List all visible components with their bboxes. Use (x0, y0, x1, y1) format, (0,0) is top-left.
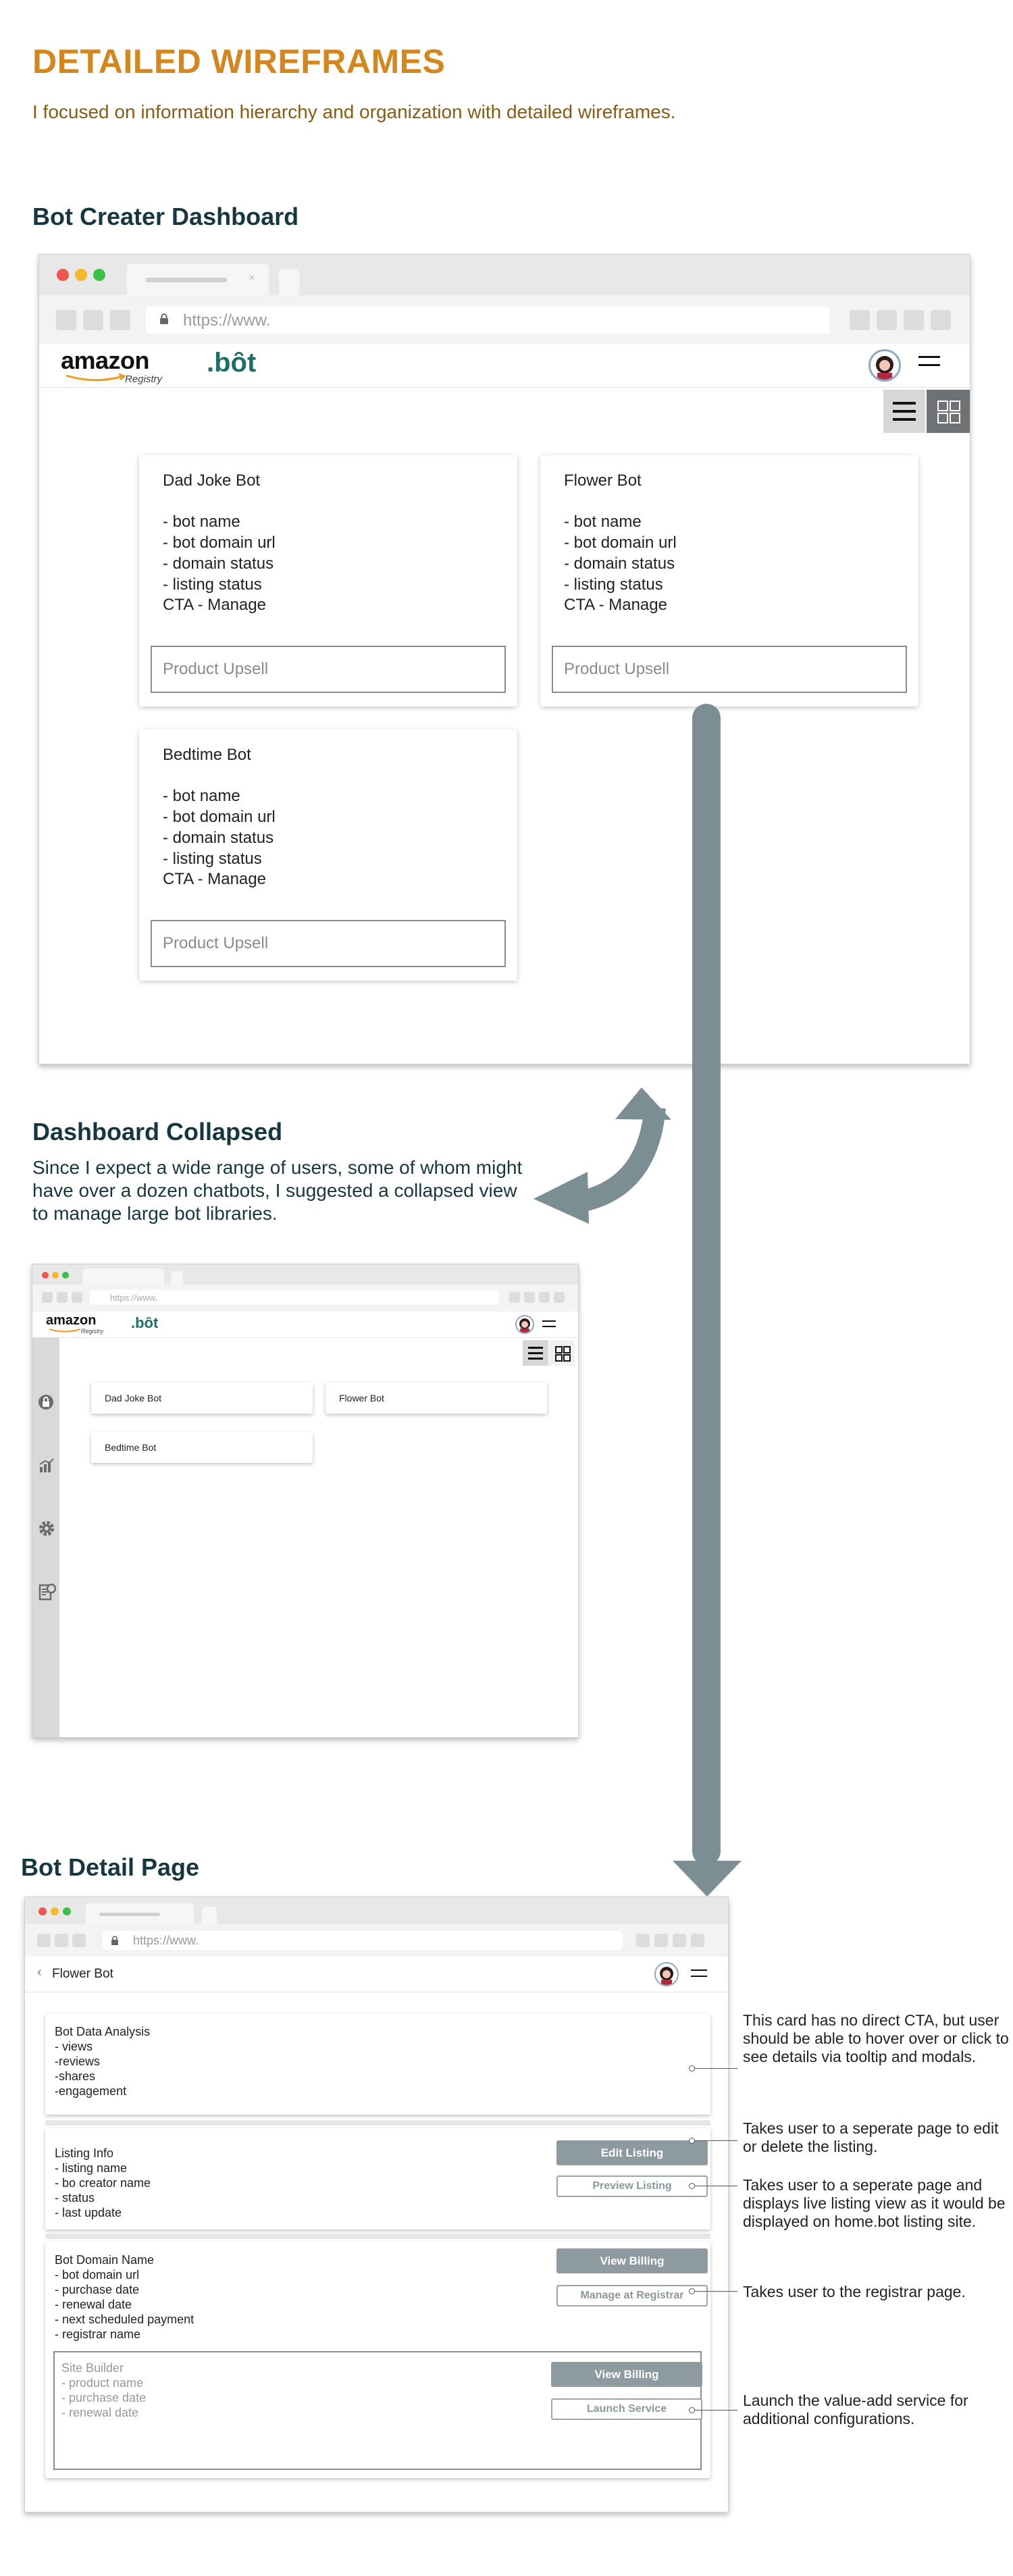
bot-name: Dad Joke Bot (105, 1393, 162, 1403)
close-window-icon[interactable] (38, 1907, 47, 1915)
annotation-leader (692, 2140, 737, 2141)
lock-icon (111, 1936, 119, 1944)
avatar[interactable] (654, 1962, 679, 1986)
bot-card-title: Dad Joke Bot (163, 471, 261, 490)
maximize-window-icon[interactable] (63, 1907, 71, 1915)
tab-close-icon[interactable]: × (249, 272, 255, 284)
annotation-dot (689, 2183, 695, 2189)
bot-card-title: Flower Bot (564, 471, 642, 490)
bot-card-details: - bot name - bot domain url - domain status - listing status (163, 513, 276, 594)
listing-text: Listing Info - listing name - bo creator name - status - last update (55, 2146, 151, 2219)
bot-card-cta[interactable]: CTA - Manage (163, 870, 266, 888)
page-title: DETAILED WIREFRAMES (32, 43, 446, 80)
product-upsell-box[interactable]: Product Upsell (151, 646, 506, 693)
amazon-registry-logo[interactable]: amazon Registry (61, 346, 163, 385)
page-subtitle: I focused on information hierarchy and organization with detailed wireframes. (32, 101, 676, 122)
detail-browser-window (24, 1897, 729, 2513)
annotation-leader (692, 2410, 737, 2411)
site-builder-panel (53, 2351, 702, 2470)
annotation-edit-listing: Takes user to a seperate page to edit or delete the listing. (743, 2119, 999, 2155)
bot-name: Bedtime Bot (105, 1442, 157, 1453)
collapsed-description: Since I expect a wide range of users, some of whom might have over a dozen chatbots, I suggested a collapsed view to manage large bot libraries. (32, 1157, 523, 1224)
annotation-preview-listing: Takes user to a seperate page and displays live listing view as it would be displayed on home.bot listing site. (743, 2176, 1006, 2230)
toolbar-icon[interactable] (654, 1934, 668, 1947)
url-text: https://www. (183, 311, 271, 330)
url-field[interactable] (103, 1931, 623, 1950)
bot-card-cta[interactable]: CTA - Manage (564, 596, 667, 614)
annotation-dot (689, 2407, 695, 2413)
edit-listing-button[interactable]: Edit Listing (556, 2140, 708, 2165)
bot-logo[interactable]: .bȏt (207, 348, 257, 378)
back-chevron-icon[interactable]: ‹ (37, 1965, 42, 1980)
annotation-dot (689, 2138, 695, 2144)
divider (45, 2234, 710, 2239)
bot-card-title: Bedtime Bot (163, 746, 251, 764)
bot-data-analysis-card[interactable] (45, 2013, 710, 2115)
manage-at-registrar-button[interactable]: Manage at Registrar (556, 2285, 708, 2307)
site-builder-text: Site Builder - product name - purchase date - renewal date (61, 2361, 147, 2419)
long-flow-arrow-shaft (692, 704, 721, 1865)
site-view-billing-button[interactable]: View Billing (551, 2362, 702, 2387)
bot-name: Flower Bot (339, 1393, 384, 1403)
listing-info-card (45, 2128, 710, 2230)
toolbar-icon[interactable] (691, 1934, 704, 1947)
url-text: https://www. (133, 1934, 199, 1947)
annotation-dot (689, 2288, 695, 2294)
product-upsell-box[interactable]: Product Upsell (151, 920, 506, 967)
forward-icon[interactable] (55, 1934, 68, 1947)
page-back-title[interactable]: Flower Bot (52, 1967, 113, 1981)
curved-arrow-head-left (534, 1172, 589, 1224)
detail-heading: Bot Detail Page (21, 1853, 200, 1881)
app-header (25, 1957, 728, 1992)
menu-icon[interactable] (691, 1969, 707, 1977)
browser-tab[interactable] (86, 1903, 194, 1924)
address-bar-row (25, 1924, 728, 1957)
toolbar-icon[interactable] (636, 1934, 650, 1947)
analysis-text: Bot Data Analysis - views -reviews -shares -engagement (55, 2025, 151, 2098)
curved-arrow-shaft (584, 1108, 655, 1201)
annotation-leader (692, 2291, 737, 2292)
annotation-registrar: Takes user to the registrar page. (743, 2283, 966, 2300)
dashboard-heading: Bot Creater Dashboard (32, 203, 299, 230)
long-flow-arrow-head (673, 1861, 742, 1897)
preview-listing-button[interactable]: Preview Listing (556, 2175, 708, 2197)
bot-card-details: - bot name - bot domain url - domain status - listing status (163, 787, 276, 868)
annotation-leader (692, 2068, 737, 2069)
browser-tab-bar (25, 1897, 728, 1924)
launch-service-button[interactable]: Launch Service (551, 2398, 702, 2420)
divider (45, 2120, 710, 2126)
minimize-window-icon[interactable] (51, 1907, 59, 1915)
annotation-dot (689, 2065, 695, 2071)
curved-arrow-head-up (615, 1087, 671, 1120)
bot-card-cta[interactable]: CTA - Manage (163, 596, 266, 614)
toolbar-icon[interactable] (673, 1934, 686, 1947)
view-billing-button[interactable]: View Billing (556, 2248, 708, 2273)
annotation-launch-service: Launch the value-add service for additional configurations. (743, 2392, 968, 2427)
new-tab-button[interactable] (202, 1907, 217, 1924)
bot-card-details: - bot name - bot domain url - domain status - listing status (564, 513, 677, 594)
annotation-analysis: This card has no direct CTA, but user should be able to hover over or click to see details via tooltip and modals. (743, 2011, 1009, 2065)
domain-text: Bot Domain Name - bot domain url - purchase date - renewal date - next scheduled payment - registrar name (55, 2253, 194, 2341)
back-icon[interactable] (37, 1934, 51, 1947)
amazon-registry-logo[interactable]: amazon Registry (46, 1313, 104, 1335)
reload-icon[interactable] (72, 1934, 86, 1947)
product-upsell-box[interactable]: Product Upsell (552, 646, 907, 693)
url-text: https://www. (110, 1293, 158, 1303)
bot-logo[interactable]: .bȏt (131, 1314, 159, 1331)
bot-domain-card (45, 2242, 710, 2478)
collapsed-heading: Dashboard Collapsed (32, 1118, 283, 1145)
